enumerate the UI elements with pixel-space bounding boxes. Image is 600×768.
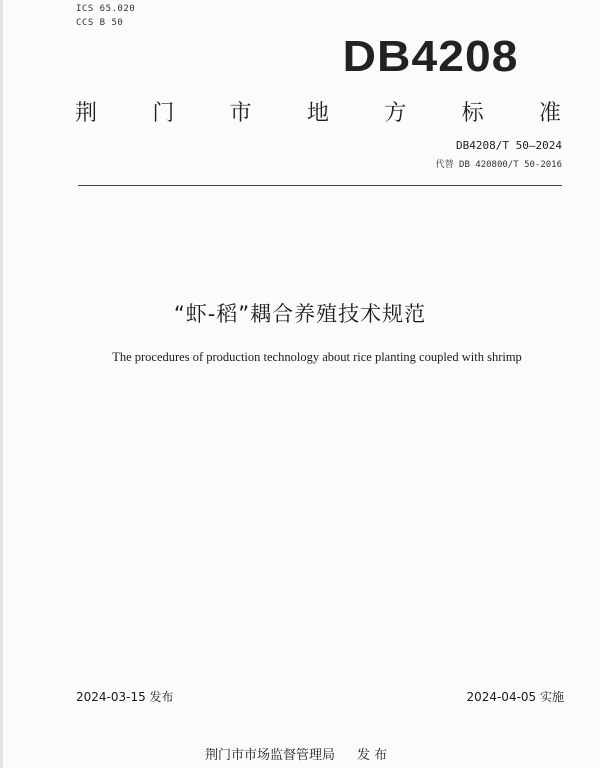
standard-type-char: 门	[152, 101, 175, 126]
standard-type-heading	[75, 96, 561, 127]
replaces-standard: 代替 DB 420800/T 50-2016	[435, 160, 562, 170]
ics-code: ICS 65.020	[76, 4, 136, 14]
header-divider	[78, 185, 562, 186]
standard-type-char: 市	[229, 101, 252, 126]
standard-number: DB4208/T 50—2024	[456, 139, 562, 152]
document-title-english: The procedures of production technology about rice planting coupled with shrimp	[112, 350, 522, 364]
ccs-code: CCS B 50	[76, 18, 124, 28]
standard-type-char: 地	[306, 101, 329, 126]
db-logo: DB4208	[342, 32, 518, 81]
document-title-chinese: “虾-稻”耦合养殖技术规范	[173, 302, 427, 326]
issuer-name: 荆门市市场监督管理局	[205, 748, 336, 763]
issuer-action: 发 布	[357, 748, 388, 763]
scan-edge	[0, 0, 3, 768]
standard-type-char: 荆	[75, 101, 98, 126]
standard-type-char: 方	[384, 101, 407, 126]
implement-date: 2024-04-05 实施	[466, 690, 564, 704]
standard-type-char: 准	[538, 101, 561, 126]
standard-type-char: 标	[461, 101, 484, 126]
issuing-authority	[205, 744, 387, 763]
publish-date: 2024-03-15 发布	[76, 690, 174, 704]
